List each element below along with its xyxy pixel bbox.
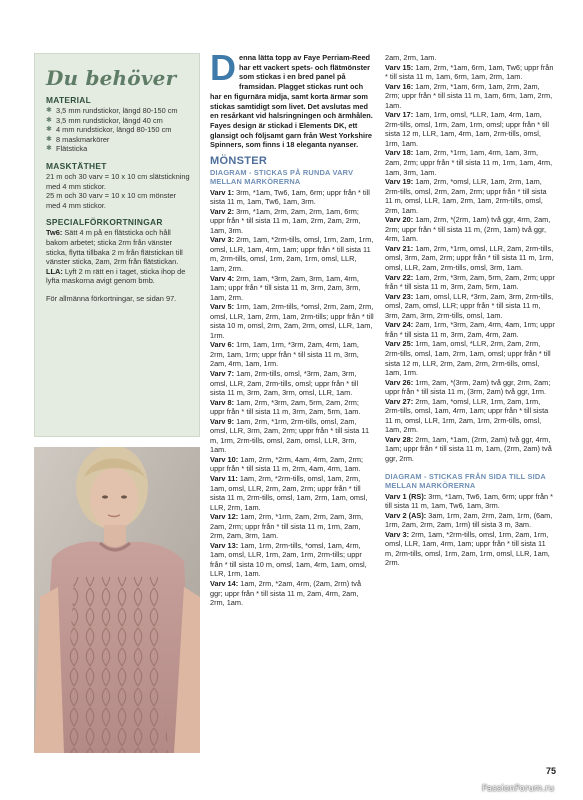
pattern-row: Varv 27: 2rm, 1am, *omsl, LLR, 1rm, 2am, 1rm, 2rm-tills, omsl, 1am, 4rm, 1am; uppr från * till sista 11 m, omsl, LLR, 1rm, 2am, 1rm, 2rm-tills, omsl, 1am, 2rm. bbox=[385, 396, 549, 435]
abbrev-general: För allmänna förkortningar, se sidan 97. bbox=[46, 293, 177, 303]
pattern-row: Varv 10: 1am, 2rm, *2rm, 4am, 4rm, 2am, 2rm; uppr från * till sista 11 m, 2rm, 4am, 4rm, 1am. bbox=[210, 454, 364, 474]
material-item: ✱ 3,5 mm rundstickor, längd 80-150 cm bbox=[46, 106, 178, 115]
pattern-row: Varv 16: 1am, 2rm, *1am, 6rm, 1am, 2rm, 2am, 2rm; uppr från * till sista 11 m, 1am, 6rm, 1am, 2rm, 1am. bbox=[385, 81, 553, 110]
column-left bbox=[210, 47, 374, 608]
material-list bbox=[46, 106, 190, 154]
rows-col2 bbox=[385, 63, 555, 464]
box-title: Du behöver bbox=[46, 66, 177, 90]
rows-b bbox=[385, 492, 555, 568]
model-photo-icon bbox=[34, 447, 200, 753]
pattern-row: Varv 5: 1rm, 1am, 2rm-tills, *omsl, 2rm, 2am, 2rm, omsl, LLR, 1am, 2rm, 1am, 2rm-tills; uppr från * till sista 10 m, omsl, 2rm, 2am, 2rm, omsl, LLR, 1am, 1rm. bbox=[210, 302, 374, 340]
diagram-b-title: DIAGRAM - STICKAS FRÅN SIDA TILL SIDA MELLAN MARKÖRERNA bbox=[385, 471, 546, 491]
pattern-row: Varv 17: 1am, 1rm, omsl, *LLR, 1am, 4rm, 1am, 2rm-tills, omsl, 1rm, 2am, 1rm, omsl; uppr från * till sista 12 m, LLR, 1am, 4rm, 1am, 2rm-tills, omsl, 1rm, 1am. bbox=[385, 110, 550, 148]
abbrev-lla: LLA: Lyft 2 m rätt en i taget, sticka ihop de lyfta maskorna avigt genom bmb. bbox=[46, 266, 186, 286]
pattern-row: Varv 26: 1rm, 2am, *(3rm, 2am) två ggr, 2rm, 2am; uppr från * till sista 11 m, (3rm, 2am) två ggr, 1rm. bbox=[385, 377, 551, 397]
pattern-row: Varv 28: 2rm, 1am, *1am, (2rm, 2am) två ggr, 4rm, 1am; uppr från * till sista 11 m, 1am, (2rm, 2am) två ggr, 2rm. bbox=[385, 434, 552, 463]
pattern-row: Varv 4: 2rm, 1am, *3rm, 2am, 3rm, 1am, 4rm, 1am; uppr från * till sista 11 m, 3rm, 2am, 3rm, 1am, 2rm. bbox=[210, 273, 361, 302]
materials-box bbox=[34, 53, 200, 437]
page-number: 75 bbox=[546, 766, 557, 776]
pattern-row: Varv 24: 2am, 1rm, *3rm, 2am, 4rm, 4am, 1rm; uppr från * till sista 11 m, 3rm, 2am, 4rm, 2am. bbox=[385, 320, 555, 339]
pattern-row: Varv 2: 3rm, *1am, 2rm, 2am, 2rm, 1am, 6rm; uppr från * till sista 11 m, 1am, 2rm, 2am, 2rm, 1am, 3rm. bbox=[210, 206, 361, 235]
pattern-row: Varv 1: 3rm, *1am, Tw6, 1am, 6rm; uppr från * till sista 11 m, 1am, Tw6, 1am, 3rm. bbox=[210, 187, 370, 207]
bullet-star-icon: ✱ bbox=[46, 107, 52, 114]
pattern-row: Varv 19: 1am, 2rm, *omsl, LLR, 1am, 2rm, 1am, 2rm-tills, omsl, 2rm, 2am, 2rm; uppr från * till sista 11 m, omsl, LLR, 1am, 2rm, 1am, 2rm-tills, omsl, 2rm, 1am. bbox=[385, 177, 547, 215]
pattern-row: Varv 13: 1am, 1rm, 2rm-tills, *omsl, 1am, 4rm, 1am, omsl, LLR, 1rm, 2am, 1rm, 2rm-tills; uppr från * till sista 10 m, omsl, 1am, 4rm, 1am, omsl, LLR, 1rm, 1am. bbox=[210, 540, 367, 579]
pattern-row: Varv 9: 1am, 2rm, *1rm, 2rm-tills, omsl, 2am, omsl, LLR, 3rm, 2am, 2rm; uppr från * till sista 11 m, 1rm, 2rm-tills, omsl, 2am, omsl, LLR, 3rm, 1am. bbox=[210, 416, 370, 455]
gauge-text-2: 25 m och 30 varv = 10 x 10 cm mönster med 4 mm stickor. bbox=[46, 191, 177, 210]
pattern-row: Varv 8: 1am, 2rm, *3rm, 2am, 5rm, 2am, 2rm; uppr från * till sista 11 m, 3rm, 2am, 5rm, 1am. bbox=[210, 397, 361, 417]
material-item: ✱ 8 maskmarkörer bbox=[46, 134, 110, 144]
pattern-row: Varv 15: 1am, 2rm, *1am, 6rm, 1am, Tw6; uppr från * till sista 11 m, 1am, 6rm, 1am, 2rm, 1am. bbox=[385, 62, 554, 82]
pattern-row: Varv 18: 1am, 2rm, *1rm, 1am, 4rm, 1am, 3rm, 2am, 2rm; uppr från * till sista 11 m, 1rm, 1am, 4rm, 1am, 3rm, 1am. bbox=[385, 148, 553, 177]
material-item: ✱ Flätsticka bbox=[46, 144, 88, 154]
pattern-row: Varv 20: 1am, 2rm, *(2rm, 1am) två ggr, 4rm, 2am, 2rm; uppr från * till sista 11 m, (2rm, 1am) två ggr, 4rm, 1am. bbox=[385, 215, 551, 244]
pattern-row: Varv 14: 1am, 2rm, *2am, 4rm, (2am, 2rm) två ggr; uppr från * till sista 11 m, 2am, 4rm, 2am, 2rm, 1am. bbox=[210, 579, 362, 608]
gauge-text-1: 21 m och 30 varv = 10 x 10 cm slätstickning med 4 mm stickor. bbox=[46, 171, 190, 191]
pattern-row: Varv 1 (RS): 3rm, *1am, Tw6, 1am, 6rm; uppr från * till sista 11 m, 1am, Tw6, 1am, 3rm. bbox=[385, 491, 554, 511]
bullet-star-icon: ✱ bbox=[46, 116, 52, 124]
abbrev-tw6: Tw6: Sätt 4 m på en flätsticka och håll bakom arbetet; sticka 2rm från vänster sticka, flytta tillbaka 2 m från flätstickan till vänster sticka, 2am, 2rm från flätstickan. bbox=[46, 228, 183, 267]
pattern-heading: MÖNSTER bbox=[210, 155, 268, 168]
dropcap: D bbox=[210, 47, 236, 88]
pattern-row: Varv 21: 1am, 2rm, *1rm, omsl, LLR, 2am, 2rm-tills, omsl, 3rm, 2am, 2rm; uppr från * till sista 11 m, 1rm, omsl, LLR, 2am, 2rm-tills, omsl, 3rm, 1am. bbox=[385, 243, 554, 273]
diagram-a-title: DIAGRAM - STICKAS PÅ RUNDA VARV MELLAN MARKÖRERNA bbox=[210, 167, 354, 187]
pattern-row: Varv 7: 1am, 2rm-tills, omsl, *3rm, 2am, 3rm, omsl, LLR, 2am, 2rm-tills, omsl; uppr från * till sista 11 m, 3rm, 2am, 3rm, omsl, LLR, 1am. bbox=[210, 368, 359, 398]
rows-col1 bbox=[210, 188, 374, 608]
pattern-row: Varv 2 (AS): 3am, 1rm, 2am, 2rm, 2am, 1rm, (6am, 1rm, 2am, 2rm, 2am, 1rm) till sista 3 m, 3am. bbox=[385, 510, 553, 530]
pattern-row: Varv 25: 1rm, 1am, omsl, *LLR, 2rm, 2am, 2rm, 2rm-tills, omsl, 1am, 2rm, 1am, omsl; uppr från * till sista 12 m, LLR, 2rm, 2am, 2rm, 2rm-tills, omsl, 1am, 1rm. bbox=[385, 339, 551, 378]
material-item: ✱ 3,5 mm rundstickor, längd 40 cm bbox=[46, 115, 163, 125]
bullet-star-icon: ✱ bbox=[46, 145, 52, 153]
bullet-star-icon: ✱ bbox=[46, 126, 52, 134]
abbrev-heading: SPECIALFÖRKORTNINGAR bbox=[46, 217, 163, 228]
pattern-row: Varv 23: 1am, omsl, LLR, *3rm, 2am, 3rm, 2rm-tills, omsl, 2am, omsl, LLR; uppr från * till sista 11 m, 3rm, 2am, 3rm, 2rm-tills, omsl, 1am. bbox=[385, 291, 554, 320]
intro-paragraph: Denna lätta topp av Faye Perriam-Reed har ett vackert spets- och flätmönster som stickas i en bred panel på framsidan. Plagget stickas runt och har en figurnära midja, samt korta ärmar som stickas samtidigt som livet. Det avslutas med en resårkant vid halsringningen och ärmhålen. Fayes design är stickad i Elements DK, ett glansigt och följsamt garn från West Yorkshire Spinners, som finns i 18 eleganta nyanser. bbox=[210, 47, 373, 150]
pattern-row: Varv 3: 2rm, 1am, *2rm-tills, omsl, 1rm, 2am, 1rm, omsl, LLR, 1am, 4rm, 1am; uppr från * till sista 11 m, 2rm-tills, omsl, 1rm, 2am, 1rm, omsl, LLR, 1am, 2rm. bbox=[385, 529, 550, 568]
pattern-row: Varv 3: 2rm, 1am, *2rm-tills, omsl, 1rm, 2am, 1rm, omsl, LLR, 1am, 4rm, 1am; uppr från * till sista 11 m, 2rm-tills, omsl, 1rm, 2am, 1rm, omsl, LLR, 1am, 2rm. bbox=[210, 235, 374, 273]
pattern-row: Varv 12: 1am, 2rm, *1rm, 2am, 2rm, 2am, 3rm, 2am, 2rm; uppr från * till sista 11 m, 1rm, 2am, 2rm, 2am, 3rm, 1am. bbox=[210, 512, 364, 541]
gauge-heading: MASKTÄTHET bbox=[46, 160, 107, 171]
model-photo bbox=[34, 447, 200, 753]
material-heading: MATERIAL bbox=[46, 95, 92, 105]
pattern-row: Varv 6: 1rm, 1am, 1rm, *3rm, 2am, 4rm, 1am, 2rm, 1am, 1rm; uppr från * till sista 11 m, 3rm, 2am, 4rm, 1am, 1rm. bbox=[210, 340, 359, 369]
material-item: ✱ 4 mm rundstickor, längd 80-150 cm bbox=[46, 125, 172, 135]
bullet-star-icon: ✱ bbox=[46, 135, 52, 143]
watermark: PassionForum.ru bbox=[482, 783, 555, 793]
pattern-row: Varv 11: 1am, 2rm, *2rm-tills, omsl, 1am, 2rm, 1am, omsl, LLR, 2rm, 2am, 2rm; uppr från * till sista 11 m, 2rm-tills, omsl, 1am, 2rm, 1am, omsl, LLR, 2rm, 1am. bbox=[210, 473, 368, 512]
pattern-row: Varv 22: 1am, 2rm, *3rm, 2am, 5rm, 2am, 2rm; uppr från * till sista 11 m, 3rm, 2am, 5rm, 1am. bbox=[385, 272, 555, 292]
continuation-text: 2am, 2rm, 1am. bbox=[385, 53, 437, 62]
column-right bbox=[385, 53, 555, 568]
